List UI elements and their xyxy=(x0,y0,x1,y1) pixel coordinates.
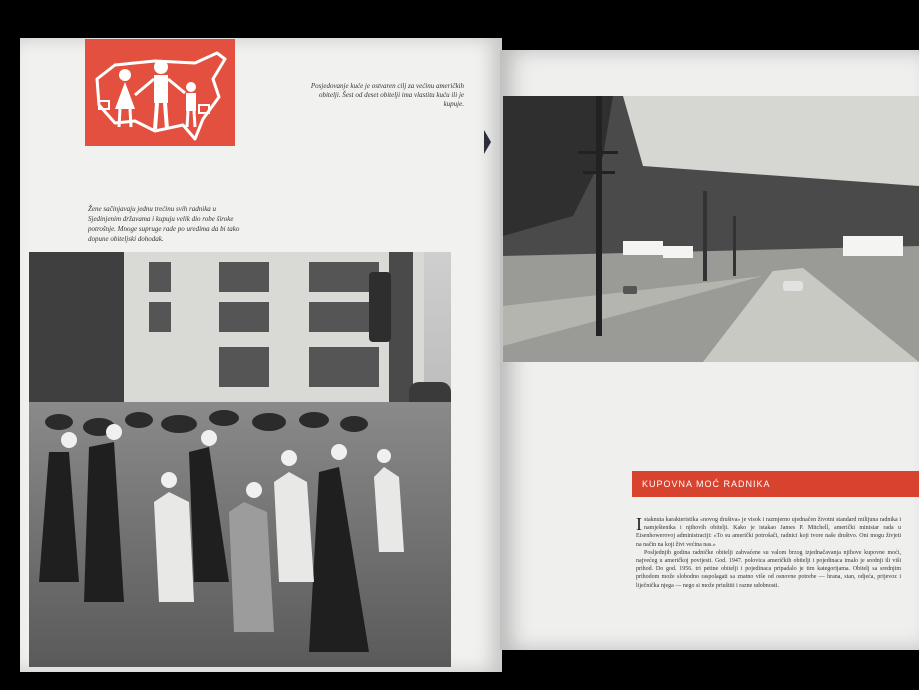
crowd-photo xyxy=(29,252,451,667)
caption-women-workers: Žene sačinjavaju jednu trećinu svih radnika u Sjedinjenim državama i kupuju velik dio robe široke potrošnje. Mnoge supruge rade po uredima da bi tako dopune obiteljski dohodak. xyxy=(88,205,240,243)
arrow-right-icon xyxy=(484,130,491,154)
section-banner xyxy=(632,471,919,497)
article-body xyxy=(636,516,901,590)
paragraph-1: Istaknuta karakteristika «novog društva» je visok i razmjerno ujednačen životni standard milijuna radnika i namještenika i njihovih obitelji. Kako je istakao James P. Mitchell, američki ministar rada u Eisenhowerovoj administraciji: «To su američki potrošači, radnici koji tvore naše društvo. Oni mogu živjeti na način na koji živi većina nas.» xyxy=(636,514,901,548)
paragraph-2: Posljednjih godina radničke obitelji zahvaćene su valom brzog izjednačavanja njihove kupovne moći, najvećeg u američkoj povijesti. God. 1947. polovica američkih obitelji i pojedinaca imalo je srednji ili viši prihod. Do god. 1956. tri petine obitelji i pojedinaca pripadalo je tim kategorijama. Obitelj sa srednjim prihodom može slobodno raspolagati sa znatno više od osnovne potrebe — hrana, stan, odjeća, prijevoz i liječnička njega — nego si može priuštiti i razne udobnosti. xyxy=(636,549,901,589)
family-map-logo xyxy=(85,39,235,146)
drop-cap: I xyxy=(636,514,642,534)
caption-home-ownership: Posjedovanje kuće je ostvaren cilj za većinu američkih obitelji. Šest od deset obitelji ima vlastitu kuću ili je kupuje. xyxy=(310,82,464,108)
section-title: KUPOVNA MOĆ RADNIKA xyxy=(642,479,771,489)
family-map-icon xyxy=(85,39,235,146)
suburban-street-photo xyxy=(503,96,919,362)
